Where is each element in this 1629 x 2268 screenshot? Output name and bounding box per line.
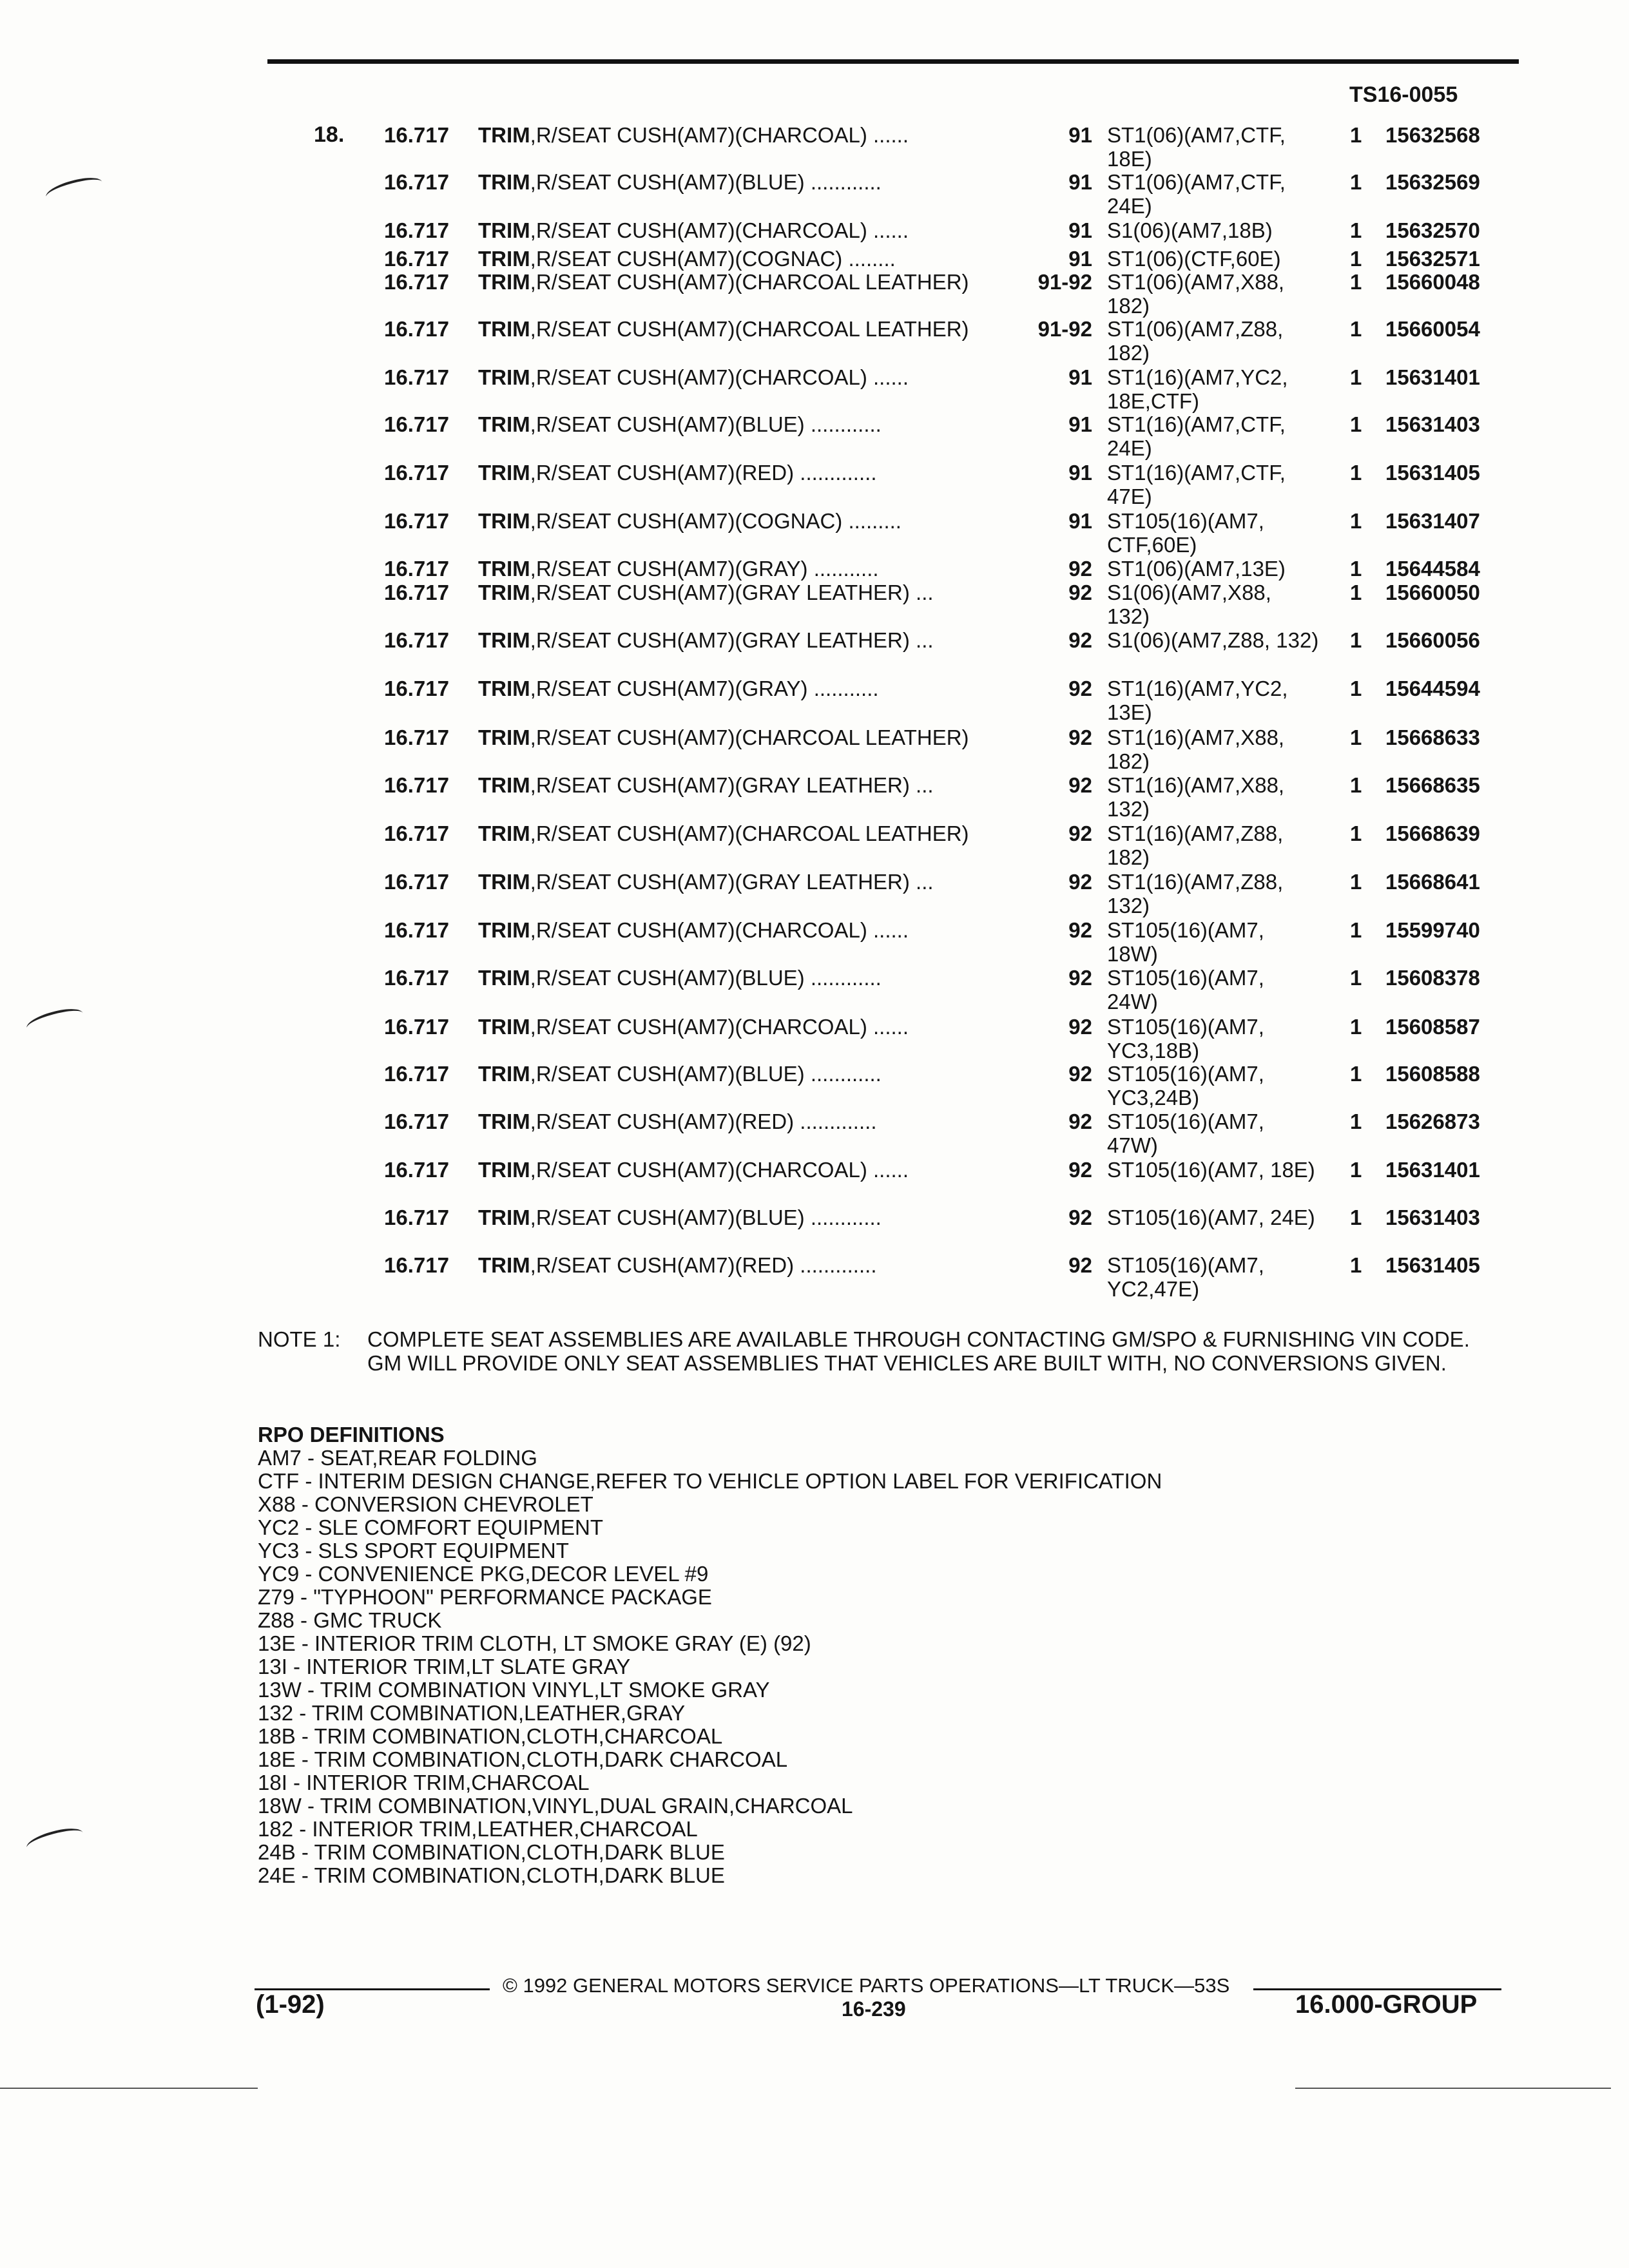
rpo-definition: 18W - TRIM COMBINATION,VINYL,DUAL GRAIN,CHARCOAL (258, 1794, 853, 1818)
section-number: 16.717 (384, 1158, 449, 1182)
section-number: 16.717 (384, 461, 449, 485)
part-number: 15632568 (1385, 123, 1480, 147)
table-row (0, 1110, 1629, 1156)
table-row (0, 412, 1629, 459)
part-name: TRIM (478, 870, 530, 894)
model-year: 91 (1068, 123, 1092, 147)
quantity: 1 (1350, 1253, 1362, 1277)
table-row (0, 509, 1629, 555)
description-cell (478, 870, 1007, 894)
rpo-definition: AM7 - SEAT,REAR FOLDING (258, 1446, 537, 1470)
part-number: 15660054 (1385, 317, 1480, 341)
part-number: 15608587 (1385, 1015, 1480, 1039)
part-description: ,R/SEAT CUSH(AM7)(CHARCOAL) ...... (530, 123, 909, 147)
table-row (0, 1015, 1629, 1061)
rpo-definition: X88 - CONVERSION CHEVROLET (258, 1492, 593, 1516)
rpo-definition: 24B - TRIM COMBINATION,CLOTH,DARK BLUE (258, 1840, 725, 1864)
table-row (0, 317, 1629, 363)
part-description: ,R/SEAT CUSH(AM7)(CHARCOAL LEATHER) (530, 270, 969, 294)
description-cell (478, 581, 1007, 604)
part-description: ,R/SEAT CUSH(AM7)(COGNAC) ........ (530, 247, 896, 271)
copyright: © 1992 GENERAL MOTORS SERVICE PARTS OPERATIONS—LT TRUCK—53S (503, 1974, 1230, 1997)
description-cell (478, 1253, 1007, 1277)
quantity: 1 (1350, 365, 1362, 389)
part-number: 15660048 (1385, 270, 1480, 294)
quantity: 1 (1350, 412, 1362, 436)
quantity: 1 (1350, 461, 1362, 485)
section-number: 16.717 (384, 218, 449, 242)
part-name: TRIM (478, 509, 530, 533)
description-cell (478, 726, 1007, 749)
part-number: 15644594 (1385, 677, 1480, 700)
section-number: 16.717 (384, 1206, 449, 1229)
part-name: TRIM (478, 628, 530, 652)
rpo-definition: 13W - TRIM COMBINATION VINYL,LT SMOKE GRAY (258, 1678, 770, 1702)
part-number: 15631403 (1385, 1206, 1480, 1229)
section-number: 16.717 (384, 1110, 449, 1133)
section-number: 16.717 (384, 412, 449, 436)
part-name: TRIM (478, 170, 530, 194)
rpo-definition: 18I - INTERIOR TRIM,CHARCOAL (258, 1771, 590, 1794)
section-number: 16.717 (384, 170, 449, 194)
usage-code: ST1(16)(AM7,YC2, 18E,CTF) (1107, 365, 1288, 413)
section-number: 16.717 (384, 317, 449, 341)
part-description: ,R/SEAT CUSH(AM7)(CHARCOAL) ...... (530, 365, 909, 389)
model-year: 92 (1068, 726, 1092, 749)
part-number: 15668633 (1385, 726, 1480, 749)
usage-code: ST1(16)(AM7,CTF, 47E) (1107, 461, 1286, 508)
part-name: TRIM (478, 557, 530, 581)
part-name: TRIM (478, 918, 530, 942)
punch-mark (24, 1824, 85, 1856)
part-description: ,R/SEAT CUSH(AM7)(CHARCOAL LEATHER) (530, 726, 969, 749)
usage-code: ST105(16)(AM7, YC2,47E) (1107, 1253, 1264, 1301)
description-cell (478, 317, 1007, 341)
part-number: 15626873 (1385, 1110, 1480, 1133)
rpo-definition: CTF - INTERIM DESIGN CHANGE,REFER TO VEHICLE OPTION LABEL FOR VERIFICATION (258, 1469, 1162, 1493)
section-number: 16.717 (384, 247, 449, 271)
header-rule (267, 59, 1519, 64)
quantity: 1 (1350, 966, 1362, 990)
part-description: ,R/SEAT CUSH(AM7)(BLUE) ............ (530, 412, 882, 436)
model-year: 92 (1068, 1206, 1092, 1229)
part-number: 15631401 (1385, 365, 1480, 389)
usage-code: ST1(06)(AM7,Z88, 182) (1107, 317, 1284, 365)
table-row (0, 822, 1629, 868)
table-row (0, 726, 1629, 772)
table-row (0, 1062, 1629, 1108)
group-label: 16.000-GROUP (1295, 1990, 1478, 2019)
section-number: 16.717 (384, 822, 449, 845)
description-cell (478, 628, 1007, 652)
section-number: 16.717 (384, 870, 449, 894)
part-description: ,R/SEAT CUSH(AM7)(GRAY) ........... (530, 677, 879, 700)
section-number: 16.717 (384, 1253, 449, 1277)
part-name: TRIM (478, 581, 530, 604)
table-row (0, 870, 1629, 916)
quantity: 1 (1350, 557, 1362, 581)
usage-code: ST105(16)(AM7, 24W) (1107, 966, 1264, 1014)
model-year: 92 (1068, 628, 1092, 652)
part-description: ,R/SEAT CUSH(AM7)(BLUE) ............ (530, 1206, 882, 1229)
rpo-definition: 18B - TRIM COMBINATION,CLOTH,CHARCOAL (258, 1724, 723, 1748)
description-cell (478, 1015, 1007, 1039)
usage-code: S1(06)(AM7,Z88, 132) (1107, 628, 1319, 652)
quantity: 1 (1350, 1158, 1362, 1182)
quantity: 1 (1350, 270, 1362, 294)
rpo-definition: 132 - TRIM COMBINATION,LEATHER,GRAY (258, 1701, 686, 1725)
description-cell (478, 170, 1007, 194)
part-number: 15660050 (1385, 581, 1480, 604)
quantity: 1 (1350, 509, 1362, 533)
part-name: TRIM (478, 1206, 530, 1229)
part-name: TRIM (478, 412, 530, 436)
section-number: 16.717 (384, 966, 449, 990)
part-name: TRIM (478, 123, 530, 147)
usage-code: ST1(16)(AM7,Z88, 182) (1107, 822, 1284, 869)
part-number: 15632570 (1385, 218, 1480, 242)
document-number: TS16-0055 (1349, 82, 1458, 107)
rpo-definition: 24E - TRIM COMBINATION,CLOTH,DARK BLUE (258, 1863, 725, 1887)
model-year: 92 (1068, 677, 1092, 700)
table-row (0, 270, 1629, 316)
model-year: 91 (1068, 461, 1092, 485)
model-year: 92 (1068, 1253, 1092, 1277)
scan-edge-left (0, 2088, 258, 2089)
part-description: ,R/SEAT CUSH(AM7)(BLUE) ............ (530, 170, 882, 194)
part-name: TRIM (478, 1062, 530, 1086)
description-cell (478, 365, 1007, 389)
model-year: 92 (1068, 1015, 1092, 1039)
table-row (0, 170, 1629, 216)
part-number: 15644584 (1385, 557, 1480, 581)
part-name: TRIM (478, 365, 530, 389)
section-number: 16.717 (384, 123, 449, 147)
rpo-definition: Z79 - "TYPHOON" PERFORMANCE PACKAGE (258, 1585, 712, 1609)
rpo-definition: 13I - INTERIOR TRIM,LT SLATE GRAY (258, 1655, 631, 1678)
rpo-definition: YC9 - CONVENIENCE PKG,DECOR LEVEL #9 (258, 1562, 709, 1586)
table-row (0, 677, 1629, 723)
rpo-list (258, 1446, 1482, 1887)
description-cell (478, 822, 1007, 845)
part-description: ,R/SEAT CUSH(AM7)(GRAY LEATHER) ... (530, 870, 934, 894)
part-description: ,R/SEAT CUSH(AM7)(GRAY LEATHER) ... (530, 773, 934, 797)
part-name: TRIM (478, 1015, 530, 1039)
quantity: 1 (1350, 1062, 1362, 1086)
part-number: 15631405 (1385, 461, 1480, 485)
rpo-definition: 18E - TRIM COMBINATION,CLOTH,DARK CHARCOAL (258, 1747, 788, 1771)
model-year: 91 (1068, 365, 1092, 389)
quantity: 1 (1350, 1015, 1362, 1039)
rpo-definition: Z88 - GMC TRUCK (258, 1608, 442, 1632)
quantity: 1 (1350, 218, 1362, 242)
model-year: 91-92 (1037, 270, 1092, 294)
usage-code: ST1(16)(AM7,CTF, 24E) (1107, 412, 1286, 460)
part-description: ,R/SEAT CUSH(AM7)(GRAY LEATHER) ... (530, 628, 934, 652)
part-name: TRIM (478, 966, 530, 990)
table-row (0, 365, 1629, 412)
model-year: 91 (1068, 218, 1092, 242)
part-name: TRIM (478, 1158, 530, 1182)
quantity: 1 (1350, 170, 1362, 194)
model-year: 92 (1068, 918, 1092, 942)
description-cell (478, 461, 1007, 485)
part-description: ,R/SEAT CUSH(AM7)(CHARCOAL LEATHER) (530, 822, 969, 845)
item-number: 18. (314, 122, 345, 147)
part-number: 15608378 (1385, 966, 1480, 990)
part-name: TRIM (478, 677, 530, 700)
description-cell (478, 773, 1007, 797)
part-name: TRIM (478, 317, 530, 341)
quantity: 1 (1350, 628, 1362, 652)
section-number: 16.717 (384, 365, 449, 389)
table-row (0, 1158, 1629, 1204)
description-cell (478, 966, 1007, 990)
description-cell (478, 557, 1007, 581)
part-description: ,R/SEAT CUSH(AM7)(GRAY) ........... (530, 557, 879, 581)
model-year: 91 (1068, 170, 1092, 194)
rpo-definition: 13E - INTERIOR TRIM CLOTH, LT SMOKE GRAY (E) (92) (258, 1631, 811, 1655)
usage-code: ST105(16)(AM7, CTF,60E) (1107, 509, 1264, 557)
usage-code: ST105(16)(AM7, YC3,24B) (1107, 1062, 1264, 1110)
description-cell (478, 218, 1007, 242)
part-number: 15631405 (1385, 1253, 1480, 1277)
part-description: ,R/SEAT CUSH(AM7)(CHARCOAL) ...... (530, 218, 909, 242)
description-cell (478, 918, 1007, 942)
usage-code: ST105(16)(AM7, YC3,18B) (1107, 1015, 1264, 1062)
description-cell (478, 677, 1007, 700)
quantity: 1 (1350, 581, 1362, 604)
model-year: 92 (1068, 581, 1092, 604)
usage-code: S1(06)(AM7,18B) (1107, 218, 1273, 242)
page-number: 16-239 (842, 1997, 906, 2021)
table-row (0, 628, 1629, 675)
usage-code: ST1(06)(CTF,60E) (1107, 247, 1281, 271)
table-row (0, 773, 1629, 820)
part-description: ,R/SEAT CUSH(AM7)(BLUE) ............ (530, 1062, 882, 1086)
part-name: TRIM (478, 1253, 530, 1277)
table-row (0, 581, 1629, 627)
part-name: TRIM (478, 270, 530, 294)
part-description: ,R/SEAT CUSH(AM7)(COGNAC) ......... (530, 509, 901, 533)
table-row (0, 1206, 1629, 1252)
part-description: ,R/SEAT CUSH(AM7)(RED) ............. (530, 461, 877, 485)
quantity: 1 (1350, 317, 1362, 341)
section-number: 16.717 (384, 918, 449, 942)
note-label: NOTE 1: (258, 1327, 341, 1351)
rpo-definition: YC2 - SLE COMFORT EQUIPMENT (258, 1515, 604, 1539)
usage-code: ST1(16)(AM7,YC2, 13E) (1107, 677, 1288, 724)
section-number: 16.717 (384, 557, 449, 581)
part-description: ,R/SEAT CUSH(AM7)(CHARCOAL) ...... (530, 1158, 909, 1182)
model-year: 91 (1068, 509, 1092, 533)
part-name: TRIM (478, 822, 530, 845)
part-number: 15668639 (1385, 822, 1480, 845)
quantity: 1 (1350, 726, 1362, 749)
quantity: 1 (1350, 1110, 1362, 1133)
model-year: 92 (1068, 1110, 1092, 1133)
date-code: (1-92) (256, 1990, 325, 2019)
quantity: 1 (1350, 247, 1362, 271)
section-number: 16.717 (384, 581, 449, 604)
model-year: 92 (1068, 1158, 1092, 1182)
quantity: 1 (1350, 773, 1362, 797)
part-number: 15668635 (1385, 773, 1480, 797)
part-name: TRIM (478, 247, 530, 271)
usage-code: ST1(16)(AM7,X88, 132) (1107, 773, 1285, 821)
description-cell (478, 509, 1007, 533)
model-year: 91 (1068, 412, 1092, 436)
usage-code: ST1(16)(AM7,X88, 182) (1107, 726, 1285, 773)
section-number: 16.717 (384, 628, 449, 652)
part-number: 15608588 (1385, 1062, 1480, 1086)
description-cell (478, 412, 1007, 436)
part-name: TRIM (478, 1110, 530, 1133)
part-number: 15632569 (1385, 170, 1480, 194)
description-cell (478, 123, 1007, 147)
model-year: 91-92 (1037, 317, 1092, 341)
section-number: 16.717 (384, 1062, 449, 1086)
description-cell (478, 1110, 1007, 1133)
scan-edge-right (1295, 2088, 1611, 2089)
section-number: 16.717 (384, 1015, 449, 1039)
description-cell (478, 270, 1007, 294)
part-description: ,R/SEAT CUSH(AM7)(CHARCOAL) ...... (530, 918, 909, 942)
rpo-definition: YC3 - SLS SPORT EQUIPMENT (258, 1539, 569, 1562)
section-number: 16.717 (384, 773, 449, 797)
table-row (0, 461, 1629, 507)
part-name: TRIM (478, 218, 530, 242)
part-description: ,R/SEAT CUSH(AM7)(CHARCOAL LEATHER) (530, 317, 969, 341)
model-year: 92 (1068, 1062, 1092, 1086)
part-name: TRIM (478, 726, 530, 749)
usage-code: ST1(06)(AM7,CTF, 18E) (1107, 123, 1286, 171)
section-number: 16.717 (384, 726, 449, 749)
section-number: 16.717 (384, 270, 449, 294)
table-row (0, 966, 1629, 1012)
usage-code: ST105(16)(AM7, 24E) (1107, 1206, 1315, 1229)
usage-code: ST105(16)(AM7, 18E) (1107, 1158, 1315, 1182)
quantity: 1 (1350, 870, 1362, 894)
part-number: 15631401 (1385, 1158, 1480, 1182)
part-number: 15632571 (1385, 247, 1480, 271)
section-number: 16.717 (384, 509, 449, 533)
usage-code: S1(06)(AM7,X88, 132) (1107, 581, 1271, 628)
table-row (0, 123, 1629, 169)
part-number: 15631407 (1385, 509, 1480, 533)
rpo-title: RPO DEFINITIONS (258, 1423, 445, 1446)
usage-code: ST105(16)(AM7, 47W) (1107, 1110, 1264, 1157)
part-name: TRIM (478, 773, 530, 797)
part-description: ,R/SEAT CUSH(AM7)(GRAY LEATHER) ... (530, 581, 934, 604)
model-year: 92 (1068, 773, 1092, 797)
part-name: TRIM (478, 461, 530, 485)
part-description: ,R/SEAT CUSH(AM7)(BLUE) ............ (530, 966, 882, 990)
quantity: 1 (1350, 123, 1362, 147)
quantity: 1 (1350, 677, 1362, 700)
description-cell (478, 1158, 1007, 1182)
section-number: 16.717 (384, 677, 449, 700)
usage-code: ST1(06)(AM7,X88, 182) (1107, 270, 1285, 318)
part-description: ,R/SEAT CUSH(AM7)(RED) ............. (530, 1110, 877, 1133)
description-cell (478, 1062, 1007, 1086)
rpo-definitions (258, 1423, 1482, 1887)
note-text: COMPLETE SEAT ASSEMBLIES ARE AVAILABLE THROUGH CONTACTING GM/SPO & FURNISHING VIN CODE. GM WILL PROVIDE ONLY SEAT ASSEMBLIES THAT VEHICLES ARE BUILT WITH, NO CONVERSIONS GIVEN. (367, 1327, 1470, 1375)
model-year: 92 (1068, 870, 1092, 894)
usage-code: ST105(16)(AM7, 18W) (1107, 918, 1264, 966)
model-year: 91 (1068, 247, 1092, 271)
part-number: 15631403 (1385, 412, 1480, 436)
part-number: 15599740 (1385, 918, 1480, 942)
usage-code: ST1(06)(AM7,CTF, 24E) (1107, 170, 1286, 218)
quantity: 1 (1350, 822, 1362, 845)
table-row (0, 918, 1629, 965)
part-description: ,R/SEAT CUSH(AM7)(CHARCOAL) ...... (530, 1015, 909, 1039)
quantity: 1 (1350, 1206, 1362, 1229)
description-cell (478, 1206, 1007, 1229)
model-year: 92 (1068, 966, 1092, 990)
model-year: 92 (1068, 557, 1092, 581)
table-row (0, 1253, 1629, 1300)
rpo-definition: 182 - INTERIOR TRIM,LEATHER,CHARCOAL (258, 1817, 698, 1841)
part-number: 15660056 (1385, 628, 1480, 652)
usage-code: ST1(06)(AM7,13E) (1107, 557, 1286, 581)
description-cell (478, 247, 1007, 271)
part-description: ,R/SEAT CUSH(AM7)(RED) ............. (530, 1253, 877, 1277)
usage-code: ST1(16)(AM7,Z88, 132) (1107, 870, 1284, 918)
quantity: 1 (1350, 918, 1362, 942)
part-number: 15668641 (1385, 870, 1480, 894)
model-year: 92 (1068, 822, 1092, 845)
